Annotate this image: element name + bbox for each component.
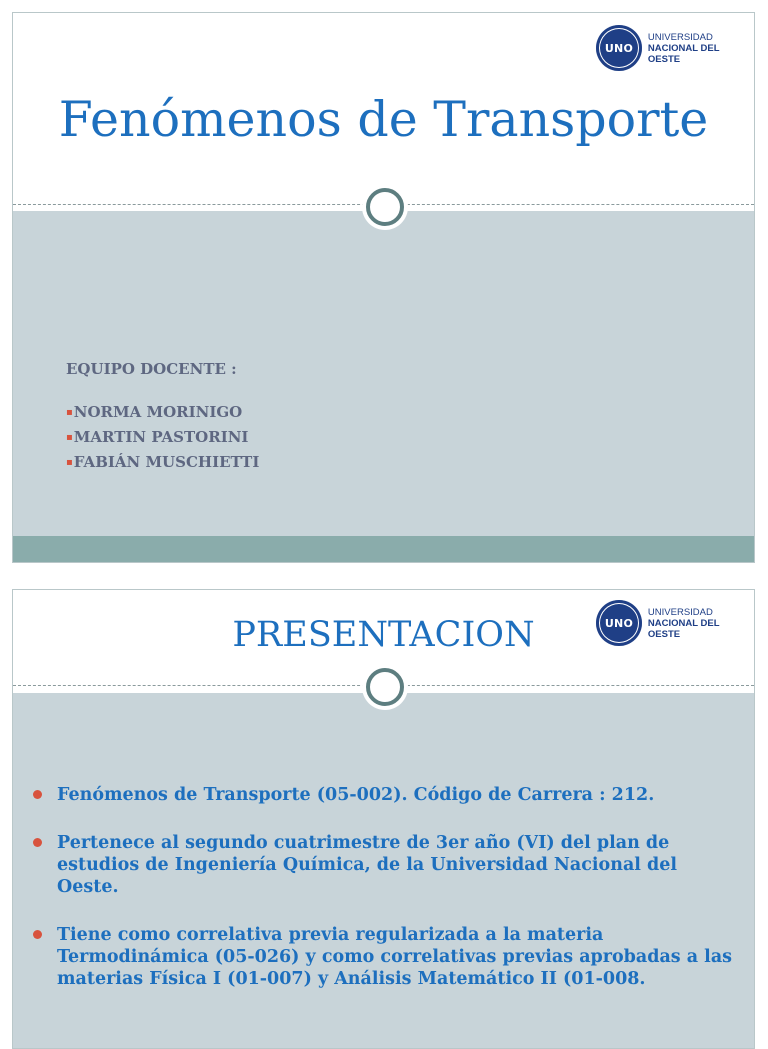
bullet-text: Pertenece al segundo cuatrimestre de 3er año (VI) del plan de estudios de Ingeniería Química, de la Universidad Nacional del Oeste.: [57, 833, 678, 897]
bullet-icon: ▪: [66, 407, 73, 418]
seal-text: UNO: [604, 41, 633, 55]
member-name: MARTIN PASTORINI: [73, 428, 249, 446]
list-item: [33, 832, 733, 898]
bullet-dot-icon: [33, 838, 42, 847]
ring-ornament-icon: [366, 188, 404, 226]
bullet-icon: ▪: [66, 432, 73, 443]
list-item: [33, 924, 733, 990]
member-name: FABIÁN MUSCHIETTI: [73, 453, 260, 471]
team-member: [66, 450, 259, 475]
member-name: NORMA MORINIGO: [73, 403, 243, 421]
bottom-band: [13, 536, 754, 562]
bullet-text: Tiene como correlativa previa regularizada a la materia Termodinámica (05-026) y como correlativas previas aprobadas a las materias Física I (01-007) y Análisis Matemático II (01-008.: [57, 925, 733, 989]
logo-line-1: UNIVERSIDAD: [647, 606, 713, 618]
bullet-list: [33, 784, 733, 1016]
list-item: [33, 784, 733, 806]
logo-line-2: NACIONAL DEL OESTE: [647, 42, 720, 65]
bullet-text: Fenómenos de Transporte (05-002). Código de Carrera : 212.: [57, 785, 655, 805]
ring-ornament-icon: [366, 668, 404, 706]
slide-title: [12, 12, 755, 563]
slide-presentacion: [12, 589, 755, 1049]
uno-seal-icon: [596, 25, 642, 71]
bullet-dot-icon: [33, 930, 42, 939]
bullet-dot-icon: [33, 790, 42, 799]
bullet-icon: ▪: [66, 457, 73, 468]
logo-line-1: UNIVERSIDAD: [647, 31, 713, 43]
team-member: [66, 400, 259, 425]
team-block: [66, 360, 259, 475]
team-heading: EQUIPO DOCENTE :: [66, 360, 237, 378]
logo-text: [648, 32, 754, 65]
slide-title-text: PRESENTACION: [232, 615, 535, 655]
seal-text: UNO: [604, 616, 633, 630]
team-member: [66, 425, 259, 450]
university-logo: [596, 25, 754, 71]
logo-line-2: NACIONAL DEL OESTE: [647, 617, 720, 640]
slide-title-text: Fenómenos de Transporte: [58, 91, 709, 148]
